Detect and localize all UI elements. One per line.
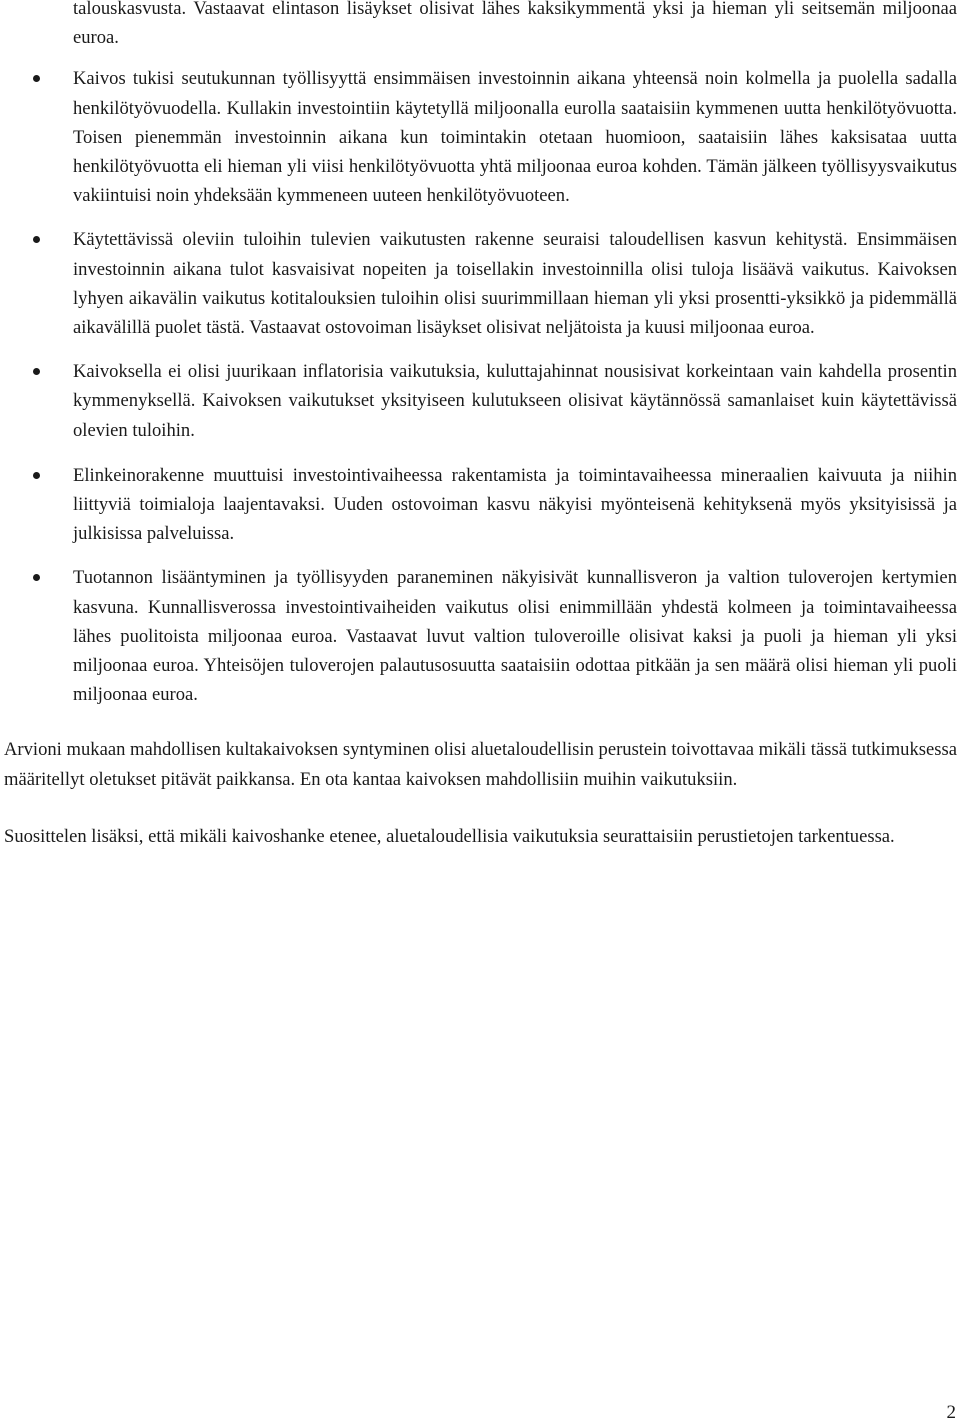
page-number: 2 — [946, 1402, 956, 1423]
bullet-list — [4, 64, 957, 709]
bullet-item-income — [4, 225, 957, 342]
bullet-text: Elinkeinorakenne muuttuisi investointivaiheessa rakentamista ja toimintavaiheessa mineraalien kaivuuta ja niihin liittyviä toimialoja laajentavaksi. Uuden ostovoiman kasvu näkyisi myönteisenä kehityksenä myös yksityisissä ja julkisissa palveluissa. — [73, 464, 957, 545]
bullet-icon — [33, 236, 40, 243]
bullet-text: Käytettävissä oleviin tuloihin tulevien vaikutusten rakenne seuraisi taloudellisen kasvun kehitystä. Ensimmäisen investoinnin aikana tulot kasvaisivat nopeiten ja toisellakin investoinnilla olisi tuloja lisäävä vaikutus. Kaivoksen lyhyen aikavälin vaikutus kotitalouksien tuloihin olisi suurimmillaan hieman yli yksi prosentti-yksikkö ja pidemmällä aikavälillä puolet tästä. Vastaavat ostovoiman lisäykset olisivat neljätoista ja kuusi miljoonaa euroa. — [73, 229, 957, 339]
bullet-text: Tuotannon lisääntyminen ja työllisyyden paraneminen näkyisivät kunnallisveron ja valtion tuloverojen kertymien kasvuna. Kunnallisverossa investointivaiheiden vaikutus olisi enimmillään yhdestä kolmeen ja toimintavaiheessa lähes puolitoista miljoonaa euroa. Vastaavat luvut valtion tuloveroille olisivat kaksi ja puoli ja hieman yli yksi miljoonaa euroa. Yhteisöjen tuloverojen palautusosuutta saataisiin odottaa pitkään ja sen määrä olisi hieman yli puoli miljoonaa euroa. — [73, 567, 957, 706]
bullet-icon — [33, 75, 40, 82]
bullet-item-inflation — [4, 357, 957, 445]
bullet-icon — [33, 472, 40, 479]
bullet-item-employment — [4, 64, 957, 210]
bullet-item-industry-structure — [4, 461, 957, 549]
bullet-item-taxes — [4, 563, 957, 709]
continuation-text: talouskasvusta. Vastaavat elintason lisäykset olisivat lähes kaksikymmentä yksi ja hieman yli seitsemän miljoonaa euroa. — [73, 0, 957, 49]
conclusion-paragraph: Arvioni mukaan mahdollisen kultakaivoksen syntyminen olisi aluetaloudellisin perustein toivottavaa mikäli tässä tutkimuksessa määritellyt oletukset pitävät paikkansa. En ota kantaa kaivoksen mahdollisiin muihin vaikutuksiin. — [4, 739, 957, 790]
bullet-text: Kaivoksella ei olisi juurikaan inflatorisia vaikutuksia, kuluttajahinnat nousisivat korkeintaan vain kahdella prosentin kymmenyksellä. Kaivoksen vaikutukset yksityiseen kulutukseen olisivat käytännössä samanlaiset kuin käytettävissä olevien tuloihin. — [73, 361, 957, 441]
bullet-icon — [33, 574, 40, 581]
bullet-text: Kaivos tukisi seutukunnan työllisyyttä ensimmäisen investoinnin aikana yhteensä noin kolmella ja puolella sadalla henkilötyövuodella. Kullakin investointiin käytetyllä miljoonalla eurolla saataisiin kymmenen uutta henkilötyövuotta. Toisen pienemmän investoinnin aikana kun toimintakin otetaan huomioon, saataisiin lähes kaksisataa uutta henkilötyövuotta eli hieman yli viisi henkilötyövuotta yhtä miljoonaa euroa kohden. Tämän jälkeen työllisyysvaikutus vakiintuisi noin yhdeksään kymmeneen uuteen henkilötyövuoteen. — [73, 68, 957, 207]
recommendation-paragraph: Suosittelen lisäksi, että mikäli kaivoshanke etenee, aluetaloudellisia vaikutuksia seurattaisiin perustietojen tarkentuessa. — [4, 825, 895, 847]
document-page — [4, 0, 957, 851]
bullet-icon — [33, 368, 40, 375]
